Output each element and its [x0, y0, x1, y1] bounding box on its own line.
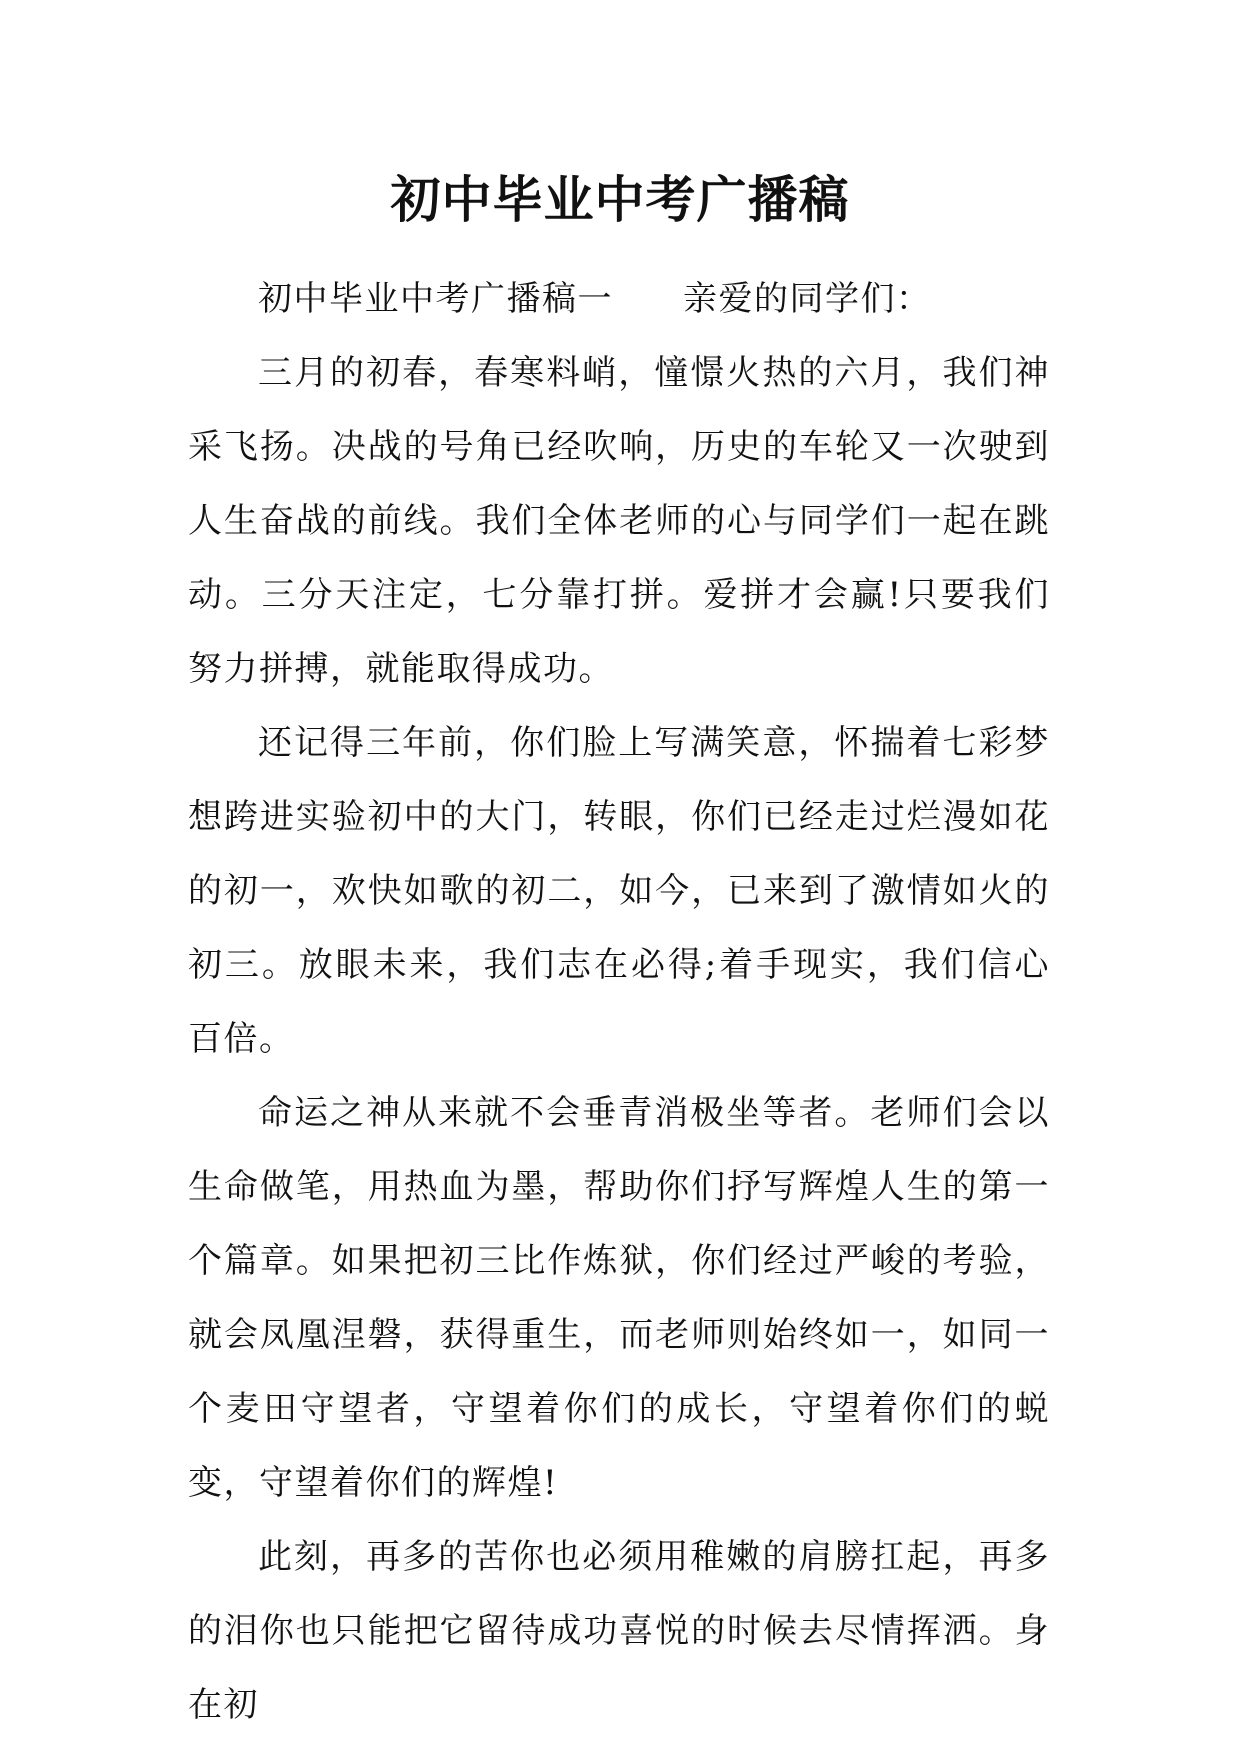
document-title: 初中毕业中考广播稿: [390, 170, 850, 229]
document-body: [188, 262, 1050, 1742]
paragraph-1: 三月的初春，春寒料峭，憧憬火热的六月，我们神采飞扬。决战的号角已经吹响，历史的车轮又一次驶到人生奋战的前线。我们全体老师的心与同学们一起在跳动。三分天注定，七分靠打拼。爱拼才会赢!只要我们努力拼搏，就能取得成功。: [188, 353, 1050, 689]
salutation: 亲爱的同学们：: [683, 279, 932, 319]
intro-heading: 初中毕业中考广播稿一: [258, 279, 613, 319]
paragraph-2: 还记得三年前，你们脸上写满笑意，怀揣着七彩梦想跨进实验初中的大门，转眼，你们已经走过烂漫如花的初一，欢快如歌的初二，如今，已来到了激情如火的初三。放眼未来，我们志在必得;着手现实，我们信心百倍。: [188, 723, 1050, 1059]
paragraph-4: 此刻，再多的苦你也必须用稚嫩的肩膀扛起，再多的泪你也只能把它留待成功喜悦的时候去尽情挥洒。身在初: [188, 1537, 1050, 1725]
intro-paragraph: [188, 262, 1050, 336]
paragraph-3: 命运之神从来就不会垂青消极坐等者。老师们会以生命做笔，用热血为墨，帮助你们抒写辉煌人生的第一个篇章。如果把初三比作炼狱，你们经过严峻的考验，就会凤凰涅磐，获得重生，而老师则始终如一，如同一个麦田守望者，守望着你们的成长，守望着你们的蜕变，守望着你们的辉煌!: [188, 1093, 1050, 1503]
